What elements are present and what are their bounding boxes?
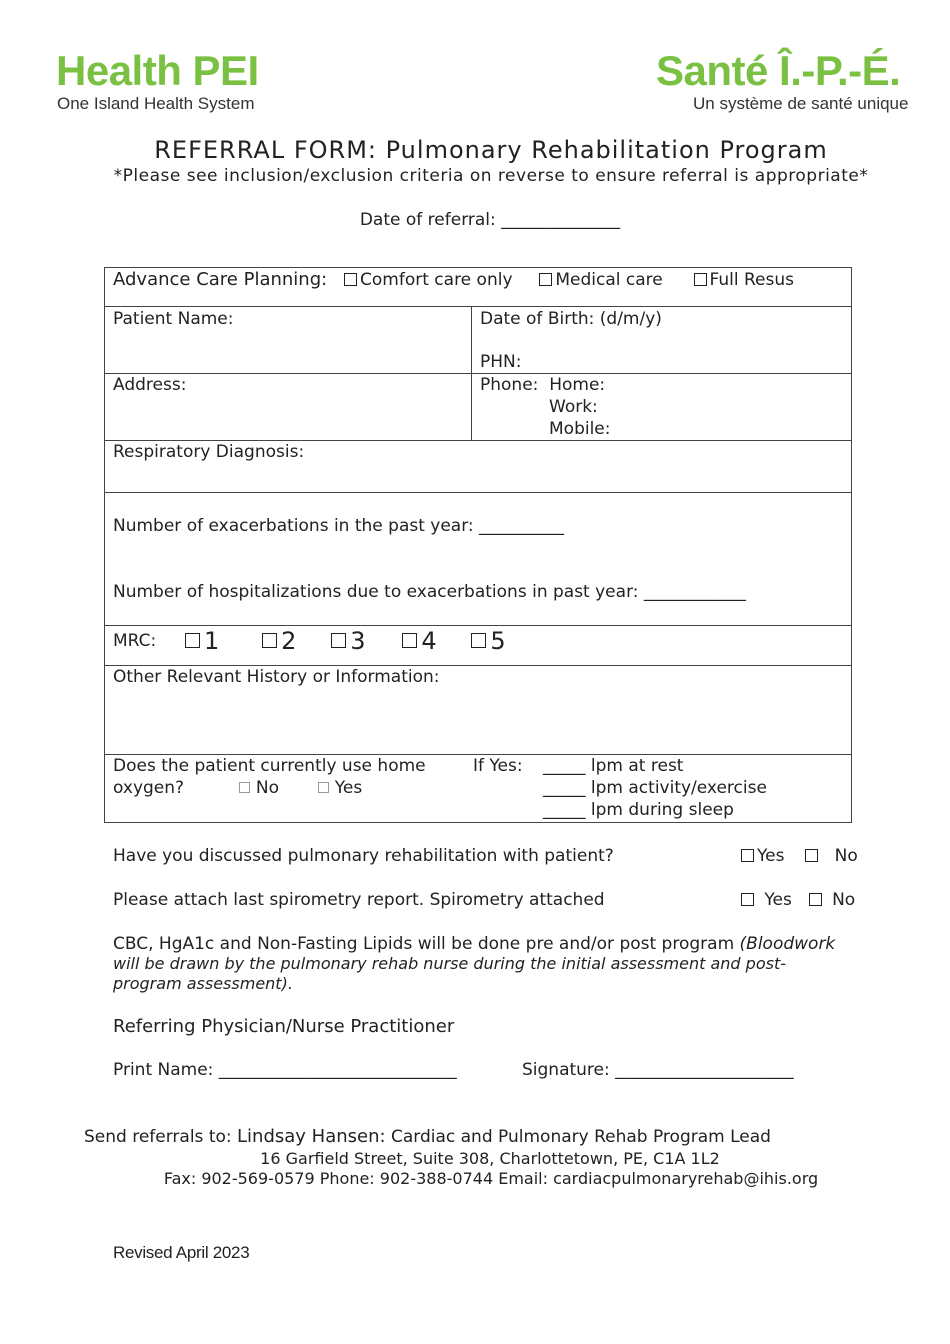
bloodwork-italic-line2: will be drawn by the pulmonary rehab nurse during the initial assessment and post- bbox=[113, 954, 786, 973]
revised-date: Revised April 2023 bbox=[113, 1243, 250, 1262]
oxygen-activity-label: lpm activity/exercise bbox=[590, 778, 767, 798]
comfort-care-checkbox[interactable] bbox=[344, 273, 357, 286]
page-title: REFERRAL FORM: Pulmonary Rehabilitation Program bbox=[154, 136, 828, 164]
patient-name-label: Patient Name: bbox=[113, 309, 234, 329]
medical-care-checkbox[interactable] bbox=[539, 273, 552, 286]
health-pei-tagline: One Island Health System bbox=[57, 94, 255, 113]
spirometry-no-label: No bbox=[832, 890, 856, 910]
spirometry-no-checkbox[interactable] bbox=[809, 893, 822, 906]
oxygen-question-line2: oxygen? bbox=[113, 778, 185, 798]
exacerbations-field[interactable]: Number of exacerbations in the past year: __________ bbox=[113, 516, 565, 536]
discussed-question: Have you discussed pulmonary rehabilitation with patient? bbox=[113, 846, 614, 866]
referring-heading: Referring Physician/Nurse Practitioner bbox=[113, 1016, 455, 1037]
oxygen-rest-blank[interactable]: _____ bbox=[543, 756, 586, 776]
signature-field[interactable]: Signature: _____________________ bbox=[522, 1060, 794, 1080]
phone-label: Phone: bbox=[480, 375, 539, 395]
address-label: Address: bbox=[113, 375, 187, 395]
medical-care-label: Medical care bbox=[555, 270, 663, 290]
date-of-referral-field[interactable]: Date of referral: ______________ bbox=[359, 210, 621, 230]
mrc-3-label: 3 bbox=[350, 627, 366, 655]
full-resus-label: Full Resus bbox=[709, 270, 794, 290]
discussed-no-label: No bbox=[834, 846, 858, 866]
send-prefix: Send referrals to: bbox=[84, 1127, 232, 1147]
oxygen-sleep-blank[interactable]: _____ bbox=[543, 800, 586, 820]
mrc-row bbox=[105, 626, 852, 666]
phone-work-label: Work: bbox=[549, 397, 598, 417]
oxygen-rest-label: lpm at rest bbox=[590, 756, 684, 776]
dob-phn-cell[interactable] bbox=[472, 307, 852, 374]
mrc-2-label: 2 bbox=[281, 627, 297, 655]
mrc-1-checkbox[interactable] bbox=[185, 633, 200, 648]
other-history-cell[interactable] bbox=[105, 666, 852, 755]
send-address: 16 Garfield Street, Suite 308, Charlottetown, PE, C1A 1L2 bbox=[260, 1149, 720, 1168]
discussed-yes-label: Yes bbox=[757, 846, 785, 866]
oxygen-no-checkbox[interactable] bbox=[239, 782, 250, 793]
phn-label: PHN: bbox=[480, 352, 522, 372]
bloodwork-italic-line3: program assessment). bbox=[113, 974, 293, 993]
mrc-1-label: 1 bbox=[204, 627, 220, 655]
program-lead-role: Cardiac and Pulmonary Rehab Program Lead bbox=[390, 1127, 771, 1147]
hospitalizations-field[interactable]: Number of hospitalizations due to exacerbations in past year: ____________ bbox=[113, 582, 746, 602]
mrc-5-label: 5 bbox=[490, 627, 506, 655]
discussed-no-checkbox[interactable] bbox=[805, 849, 818, 862]
bloodwork-main: CBC, HgA1c and Non-Fasting Lipids will be done pre and/or post program bbox=[113, 934, 735, 954]
mrc-2-checkbox[interactable] bbox=[262, 633, 277, 648]
program-lead-name: Lindsay Hansen: bbox=[237, 1126, 386, 1147]
exacerbations-cell bbox=[105, 493, 852, 626]
mrc-3-checkbox[interactable] bbox=[331, 633, 346, 648]
mrc-5-checkbox[interactable] bbox=[471, 633, 486, 648]
bloodwork-italic-start: (Bloodwork bbox=[739, 934, 836, 954]
oxygen-row bbox=[105, 755, 852, 823]
discussed-yes-checkbox[interactable] bbox=[741, 849, 754, 862]
page-subtitle: *Please see inclusion/exclusion criteria on reverse to ensure referral is appropriate* bbox=[113, 166, 869, 186]
phone-cell[interactable] bbox=[472, 374, 852, 441]
spirometry-question: Please attach last spirometry report. Spirometry attached bbox=[113, 890, 605, 910]
bloodwork-note bbox=[113, 934, 863, 994]
comfort-care-label: Comfort care only bbox=[360, 270, 513, 290]
oxygen-sleep-label: lpm during sleep bbox=[590, 800, 734, 820]
mrc-4-label: 4 bbox=[421, 627, 437, 655]
sante-ipe-tagline: Un système de santé unique bbox=[693, 94, 909, 113]
oxygen-yes-label: Yes bbox=[334, 778, 363, 798]
other-history-label: Other Relevant History or Information: bbox=[113, 667, 440, 687]
acp-row bbox=[105, 268, 852, 307]
phone-home-label: Home: bbox=[549, 375, 606, 395]
spirometry-yes-label: Yes bbox=[764, 890, 792, 910]
health-pei-logo: Health PEI bbox=[56, 47, 259, 94]
mrc-label: MRC: bbox=[113, 631, 157, 651]
spirometry-yes-checkbox[interactable] bbox=[741, 893, 754, 906]
oxygen-yes-checkbox[interactable] bbox=[318, 782, 329, 793]
respiratory-diagnosis-cell[interactable] bbox=[105, 441, 852, 493]
phone-mobile-label: Mobile: bbox=[549, 419, 611, 439]
print-name-field[interactable]: Print Name: ____________________________ bbox=[113, 1060, 457, 1080]
oxygen-activity-blank[interactable]: _____ bbox=[543, 778, 586, 798]
oxygen-question-line1: Does the patient currently use home bbox=[113, 756, 426, 776]
respiratory-diagnosis-label: Respiratory Diagnosis: bbox=[113, 442, 305, 462]
full-resus-checkbox[interactable] bbox=[694, 273, 707, 286]
sante-ipe-logo: Santé Î.-P.-É. bbox=[656, 47, 901, 94]
patient-name-cell[interactable] bbox=[105, 307, 472, 374]
acp-label: Advance Care Planning: bbox=[113, 269, 328, 290]
dob-label: Date of Birth: (d/m/y) bbox=[480, 309, 662, 329]
send-contact: Fax: 902-569-0579 Phone: 902-388-0744 Email: cardiacpulmonaryrehab@ihis.org bbox=[163, 1169, 819, 1188]
address-cell[interactable] bbox=[105, 374, 472, 441]
mrc-4-checkbox[interactable] bbox=[402, 633, 417, 648]
oxygen-no-label: No bbox=[255, 778, 279, 798]
send-referrals-line bbox=[84, 1126, 771, 1147]
oxygen-if-yes-label: If Yes: bbox=[473, 756, 523, 776]
patient-info-table bbox=[104, 267, 852, 823]
